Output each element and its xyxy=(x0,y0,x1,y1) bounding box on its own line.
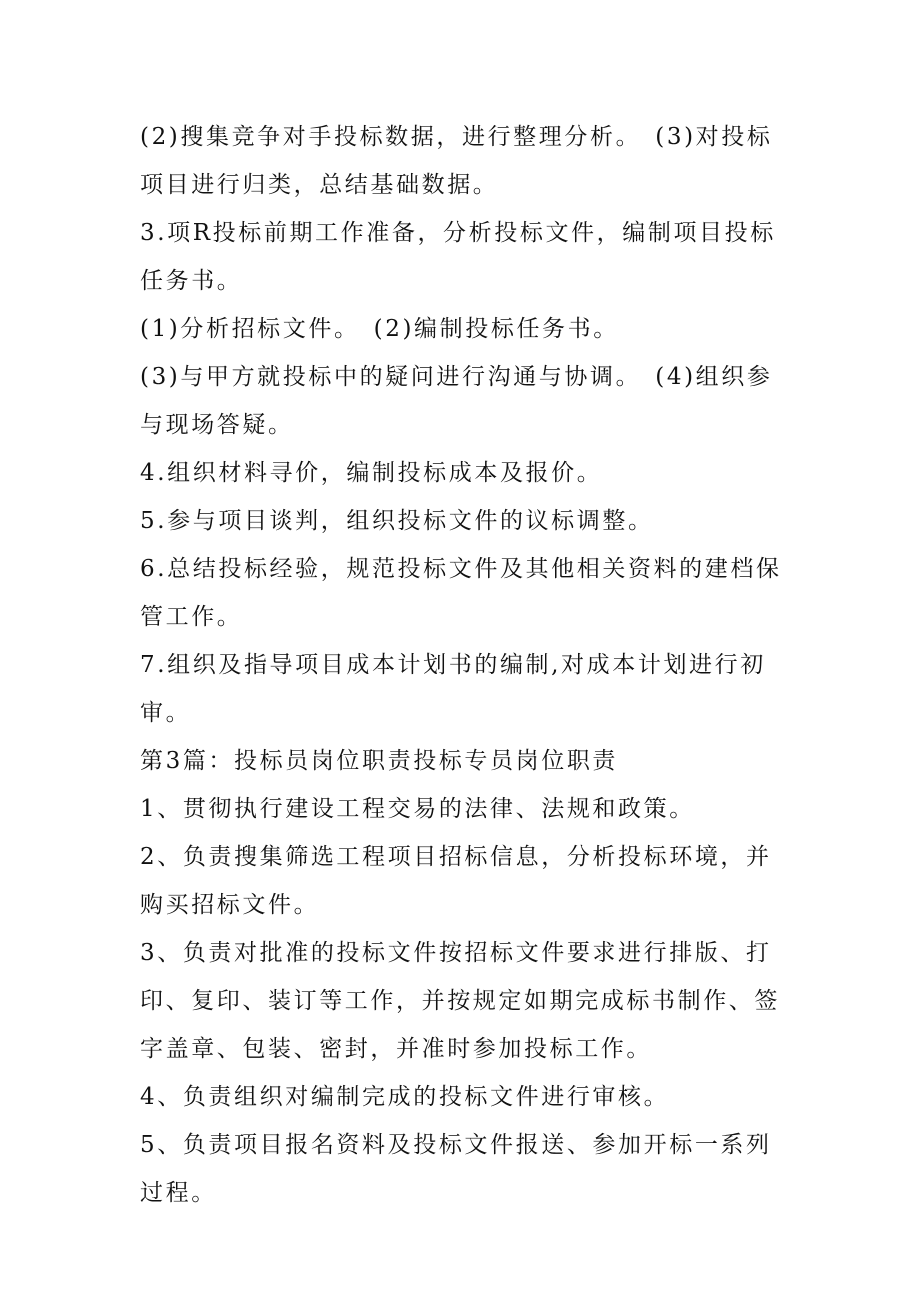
paragraph-item-4-pricing: 4.组织材料寻价，编制投标成本及报价。 xyxy=(140,460,603,486)
section-heading-part-3: 第3篇：投标员岗位职责投标专员岗位职责 xyxy=(140,748,619,774)
paragraph-duty-5: 5、负责项目报名资料及投标文件报送、参加开标一系列过程。 xyxy=(140,1132,772,1206)
paragraph-duty-3: 3、负责对批准的投标文件按招标文件要求进行排版、打印、复印、装订等工作，并按规定如期完成标书制作、签字盖章、包装、密封，并准时参加投标工作。 xyxy=(140,940,780,1062)
paragraph-item-6-archiving: 6.总结投标经验，规范投标文件及其他相关资料的建档保管工作。 xyxy=(140,556,782,630)
paragraph-duty-2: 2、负责搜集筛选工程项目招标信息，分析投标环境，并购买招标文件。 xyxy=(140,844,772,918)
paragraph-duty-1: 1、贯彻执行建设工程交易的法律、法规和政策。 xyxy=(140,796,695,822)
paragraph-duty-4: 4、负责组织对编制完成的投标文件进行审核。 xyxy=(140,1084,670,1110)
paragraph-communication: (3)与甲方就投标中的疑问进行沟通与协调。 (4)组织参与现场答疑。 xyxy=(140,364,773,438)
document-body xyxy=(140,113,790,1217)
paragraph-item-7-cost-plan: 7.组织及指导项目成本计划书的编制,对成本计划进行初审。 xyxy=(140,652,766,726)
paragraph-item-5-negotiation: 5.参与项目谈判，组织投标文件的议标调整。 xyxy=(140,508,654,534)
paragraph-analyze-tender: (1)分析招标文件。 (2)编制投标任务书。 xyxy=(140,316,619,342)
paragraph-item-3-preparation: 3.项R投标前期工作准备，分析投标文件，编制项目投标任务书。 xyxy=(140,220,776,294)
paragraph-bid-data-analysis: (2)搜集竞争对手投标数据，进行整理分析。 (3)对投标项目进行归类，总结基础数据。 xyxy=(140,124,773,198)
